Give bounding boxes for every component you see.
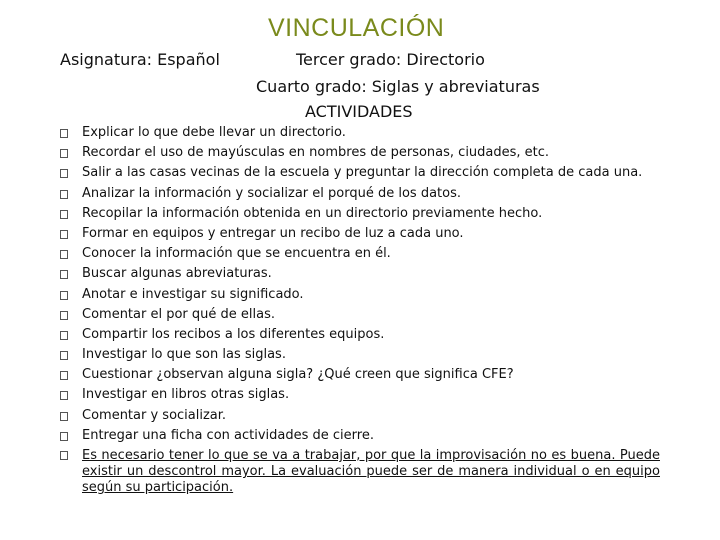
activity-text: Formar en equipos y entregar un recibo de luz a cada uno. bbox=[82, 225, 464, 241]
checkbox-bullet-icon bbox=[60, 412, 68, 421]
activity-text: Investigar lo que son las siglas. bbox=[82, 347, 286, 363]
activities-list bbox=[60, 123, 660, 496]
checkbox-bullet-icon bbox=[60, 331, 68, 340]
list-item bbox=[60, 204, 660, 224]
activities-heading: ACTIVIDADES bbox=[305, 102, 413, 121]
checkbox-bullet-icon bbox=[60, 250, 68, 259]
checkbox-bullet-icon bbox=[60, 190, 68, 199]
checkbox-bullet-icon bbox=[60, 149, 68, 158]
checkbox-bullet-icon bbox=[60, 270, 68, 279]
list-item bbox=[60, 184, 660, 204]
list-item bbox=[60, 224, 660, 244]
activity-text: Recordar el uso de mayúsculas en nombres de personas, ciudades, etc. bbox=[82, 145, 550, 161]
activity-text: Compartir los recibos a los diferentes equipos. bbox=[82, 326, 385, 342]
checkbox-bullet-icon bbox=[60, 351, 68, 360]
list-item bbox=[60, 143, 660, 163]
checkbox-bullet-icon bbox=[60, 169, 68, 178]
activity-text: Salir a las casas vecinas de la escuela y preguntar la dirección completa de cada una. bbox=[82, 165, 643, 181]
list-item bbox=[60, 163, 660, 183]
activity-text: Investigar en libros otras siglas. bbox=[82, 387, 290, 403]
checkbox-bullet-icon bbox=[60, 230, 68, 239]
list-item bbox=[60, 305, 660, 325]
fourth-grade-topic: Cuarto grado: Siglas y abreviaturas bbox=[256, 77, 540, 96]
list-item bbox=[60, 385, 660, 405]
list-item bbox=[60, 325, 660, 345]
activity-text: Anotar e investigar su significado. bbox=[82, 286, 304, 302]
list-item bbox=[60, 264, 660, 284]
list-item bbox=[60, 285, 660, 305]
list-item bbox=[60, 345, 660, 365]
activity-text: Conocer la información que se encuentra en él. bbox=[82, 246, 391, 262]
checkbox-bullet-icon bbox=[60, 291, 68, 300]
activity-text: Recopilar la información obtenida en un directorio previamente hecho. bbox=[82, 205, 543, 221]
checkbox-bullet-icon bbox=[60, 210, 68, 219]
list-item bbox=[60, 406, 660, 426]
list-item bbox=[60, 426, 660, 446]
activity-text: Buscar algunas abreviaturas. bbox=[82, 266, 272, 282]
activity-text: Comentar el por qué de ellas. bbox=[82, 306, 275, 322]
subject-label: Asignatura: Español bbox=[60, 50, 220, 69]
checkbox-bullet-icon bbox=[60, 371, 68, 380]
third-grade-topic: Tercer grado: Directorio bbox=[296, 50, 485, 69]
checkbox-bullet-icon bbox=[60, 391, 68, 400]
list-item bbox=[60, 123, 660, 143]
list-item bbox=[60, 446, 660, 496]
activity-text: Explicar lo que debe llevar un directorio. bbox=[82, 125, 346, 140]
activity-text: Analizar la información y socializar el porqué de los datos. bbox=[82, 185, 461, 201]
activity-text: Es necesario tener lo que se va a trabajar, por que la improvisación no es buena. Puede existir un descontrol mayor. La evaluación puede ser de manera individual o en equipo según su participación. bbox=[82, 448, 660, 495]
activity-text: Cuestionar ¿observan alguna sigla? ¿Qué creen que significa CFE? bbox=[82, 367, 514, 383]
checkbox-bullet-icon bbox=[60, 129, 68, 138]
activity-text: Entregar una ficha con actividades de cierre. bbox=[82, 427, 374, 443]
activity-text: Comentar y socializar. bbox=[82, 407, 227, 423]
checkbox-bullet-icon bbox=[60, 432, 68, 441]
list-item bbox=[60, 365, 660, 385]
page-title: VINCULACIÓN bbox=[268, 14, 445, 42]
checkbox-bullet-icon bbox=[60, 451, 68, 460]
checkbox-bullet-icon bbox=[60, 311, 68, 320]
list-item bbox=[60, 244, 660, 264]
